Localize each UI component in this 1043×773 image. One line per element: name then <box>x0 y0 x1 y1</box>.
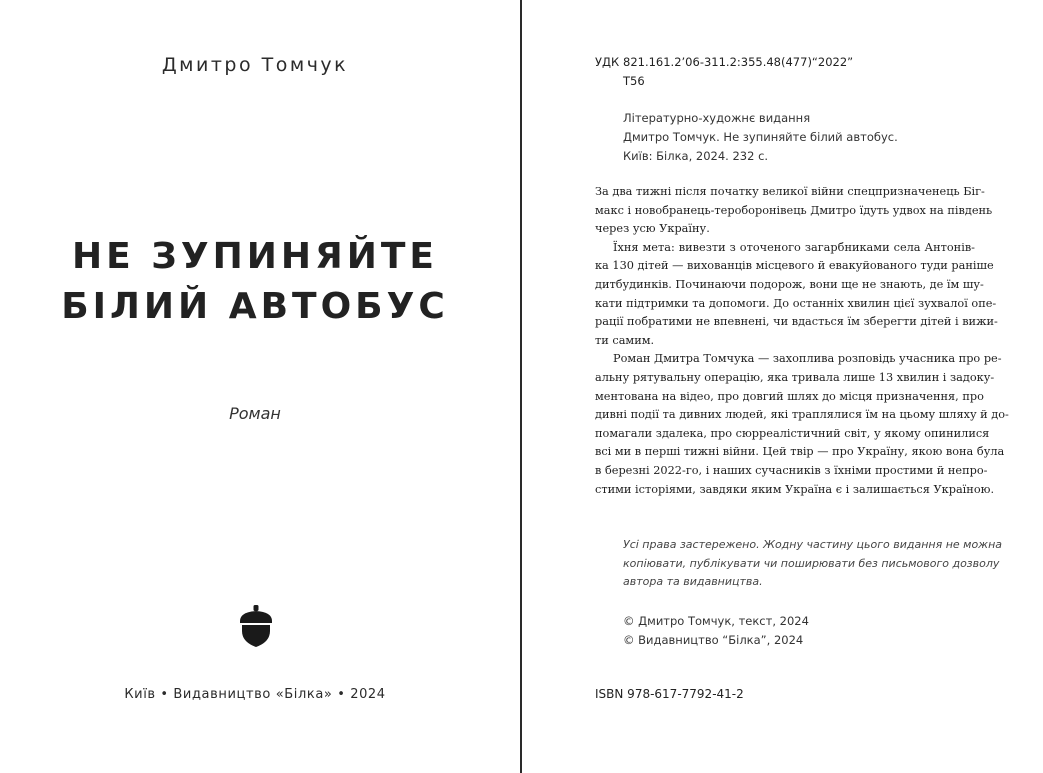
annotation-line: через усю Україну. <box>595 222 710 236</box>
annotation-line: всі ми в перші тижні війни. Цей твір — про Україну, якою вона була <box>595 445 1005 459</box>
annotation-text <box>595 183 1009 499</box>
copyright-page <box>522 0 1043 773</box>
udk-label: УДК <box>595 55 620 69</box>
copyright-line: © Видавництво “Білка”, 2024 <box>623 633 804 647</box>
title-page <box>0 0 520 773</box>
copyright-notice <box>623 612 809 650</box>
bibliographic-description <box>623 109 898 166</box>
rights-notice <box>623 536 1002 592</box>
annotation-line: дитбудинків. Починаючи подорож, вони ще не знають, де їм шу- <box>595 277 984 291</box>
annotation-line: стими історіями, завдяки яким Україна є і залишається Україною. <box>595 482 995 496</box>
rights-line: Усі права застережено. Жодну частину цього видання не можна <box>623 538 1003 551</box>
author-code: Т56 <box>623 74 645 88</box>
genre-label: Роман <box>229 404 281 423</box>
bib-line: Літературно-художнє видання <box>623 111 811 125</box>
rights-line: копіювати, публікувати чи поширювати без письмового дозволу <box>623 556 1000 570</box>
isbn: ISBN 978-617-7792-41-2 <box>595 687 744 701</box>
annotation-line: ментована на відео, про довгий шлях до місця призначення, про <box>595 389 984 403</box>
annotation-line: дивні події та дивних людей, які траплялися їм на цьому шляху й до- <box>595 408 1009 422</box>
annotation-line: Роман Дмитра Томчука — захоплива розповідь учасника про ре- <box>613 352 1002 366</box>
rights-line: автора та видавництва. <box>623 575 763 588</box>
annotation-line: За два тижні після початку великої війни спецпризначенець Біг- <box>595 185 985 198</box>
annotation-line: помагали здалека, про сюрреалістичний світ, у якому опинилися <box>595 426 990 440</box>
bib-line: Київ: Білка, 2024. 232 с. <box>623 149 769 163</box>
annotation-line: в березні 2022-го, і наших сучасників з їхніми простими й непро- <box>595 463 988 477</box>
publisher-imprint: Київ • Видавництво «Білка» • 2024 <box>124 687 386 702</box>
annotation-line: макс і новобранець-тероборонівець Дмитро їдуть удвох на південь <box>595 203 993 217</box>
bib-line: Дмитро Томчук. Не зупиняйте білий автобус. <box>623 130 898 144</box>
annotation-line: рації побратими не впевнені, чи вдасться їм зберегти дітей і вижи- <box>595 315 998 329</box>
annotation-line: ти самим. <box>595 333 655 347</box>
udk-value: 821.161.2’06-311.2:355.48(477)“2022” <box>623 55 854 69</box>
annotation-line: ка 130 дітей — вихованців місцевого й евакуйованого туди раніше <box>595 259 994 273</box>
acorn-icon <box>237 604 275 648</box>
title-line-2: БІЛИЙ АВТОБУС <box>61 286 449 327</box>
classification-block <box>595 55 853 88</box>
title-line-1: НЕ ЗУПИНЯЙТЕ <box>72 236 438 277</box>
book-title <box>0 232 510 332</box>
annotation-line: альну рятувальну операцію, яка тривала лише 13 хвилин і задоку- <box>595 370 995 384</box>
author-name: Дмитро Томчук <box>161 54 349 76</box>
annotation-line: Їхня мета: вивезти з оточеного загарбниками села Антонів- <box>613 240 975 254</box>
annotation-line: кати підтримки та допомоги. До останніх хвилин цієї зухвалої опе- <box>595 296 997 310</box>
copyright-line: © Дмитро Томчук, текст, 2024 <box>623 614 809 628</box>
